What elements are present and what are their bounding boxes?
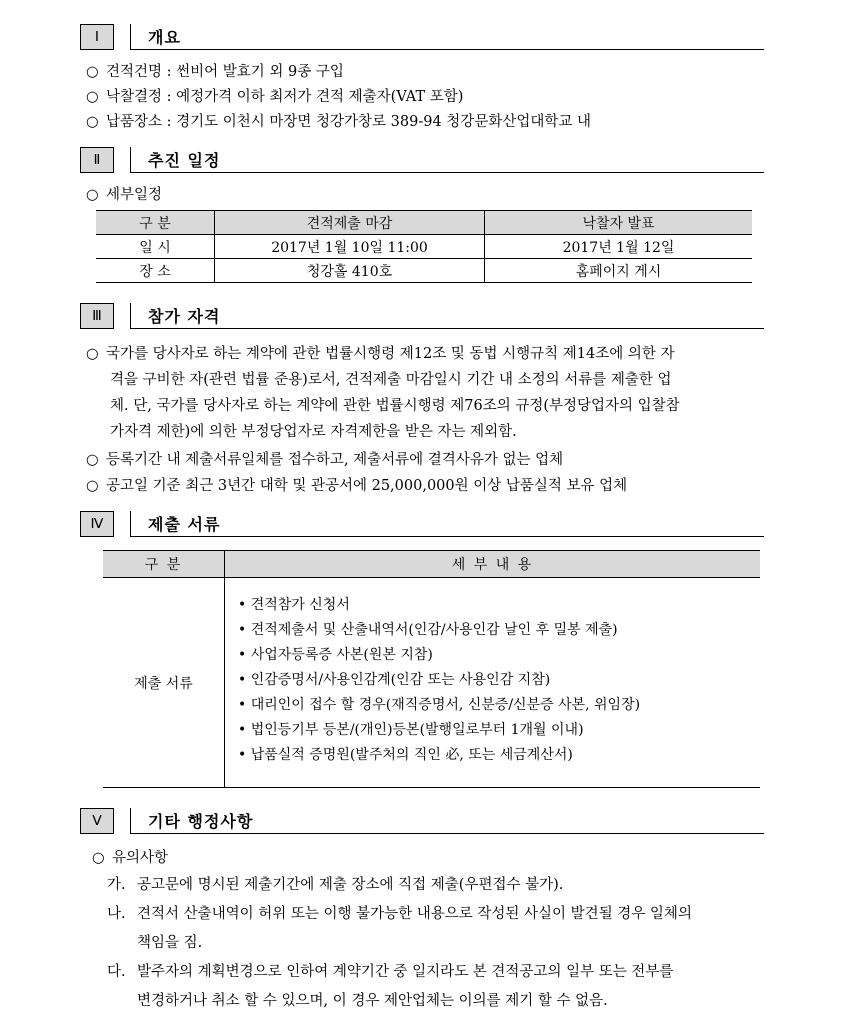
dot-bullet-icon: • bbox=[238, 622, 247, 638]
list-item bbox=[107, 871, 767, 900]
circle-bullet-icon: ○ bbox=[86, 478, 99, 494]
list-item-text: 공고문에 명시된 제출기간에 제출 장소에 직접 제출(우편접수 불가). bbox=[137, 877, 564, 893]
list-item bbox=[107, 900, 767, 929]
list-item-text: 발주자의 계획변경으로 인하여 계약기간 중 일지라도 본 견적공고의 일부 또는 전부를 bbox=[137, 964, 674, 980]
qualification-item bbox=[86, 448, 563, 469]
divider bbox=[130, 24, 131, 50]
rule bbox=[130, 833, 764, 834]
overview-text: 견적건명 : 썬비어 발효기 외 9종 구입 bbox=[106, 64, 344, 80]
list-item bbox=[238, 693, 640, 718]
subtitle-text: 유의사항 bbox=[112, 850, 169, 866]
section-4-header bbox=[80, 511, 764, 537]
section-title: 개요 bbox=[148, 28, 181, 47]
qualification-item bbox=[86, 474, 627, 495]
column-divider bbox=[224, 550, 225, 788]
schedule-table bbox=[96, 210, 752, 283]
table-header-cell: 구 분 bbox=[144, 557, 183, 573]
paragraph-line: 공고일 기준 최근 3년간 대학 및 관공서에 25,000,000원 이상 납품실적 보유 업체 bbox=[106, 478, 628, 494]
section-title: 기타 행정사항 bbox=[148, 812, 254, 831]
subtitle-text: 세부일정 bbox=[106, 187, 163, 203]
table-cell: 2017년 1월 12일 bbox=[485, 235, 753, 259]
table-cell: 청강홀 410호 bbox=[215, 259, 485, 283]
list-item bbox=[238, 718, 640, 743]
list-mark: 가. bbox=[107, 877, 126, 893]
list-item-text: 책임을 짐. bbox=[137, 935, 203, 951]
section-title: 추진 일정 bbox=[148, 151, 221, 170]
list-item-text: 대리인이 접수 할 경우(재직증명서, 신분증/신분증 사본, 위임장) bbox=[250, 697, 641, 713]
table-cell: 제출 서류 bbox=[134, 676, 193, 692]
table-cell: 일 시 bbox=[96, 235, 215, 259]
table-cell: 홈페이지 게시 bbox=[485, 259, 753, 283]
list-item bbox=[238, 668, 640, 693]
list-item-text: 납품실적 증명원(발주처의 직인 必, 또는 세금계산서) bbox=[250, 747, 573, 763]
dot-bullet-icon: • bbox=[238, 722, 247, 738]
list-item-text: 인감증명서/사용인감계(인감 또는 사용인감 지참) bbox=[250, 672, 551, 688]
list-mark: 나. bbox=[107, 906, 126, 922]
circle-bullet-icon: ○ bbox=[86, 452, 99, 468]
rule bbox=[130, 172, 764, 173]
list-item-text: 법인등기부 등본/(개인)등본(발행일로부터 1개월 이내) bbox=[250, 722, 584, 738]
overview-text: 낙찰결정 : 예정가격 이하 최저가 견적 제출자(VAT 포함) bbox=[106, 89, 464, 105]
divider bbox=[130, 303, 131, 329]
table-header-cell: 구 분 bbox=[96, 211, 215, 235]
divider bbox=[130, 511, 131, 537]
overview-item bbox=[86, 85, 463, 106]
table-cell: 장 소 bbox=[96, 259, 215, 283]
dot-bullet-icon: • bbox=[238, 747, 247, 763]
list-item bbox=[238, 618, 640, 643]
list-item-text: 사업자등록증 사본(원본 지참) bbox=[250, 647, 433, 663]
section-title: 제출 서류 bbox=[148, 515, 221, 534]
circle-bullet-icon: ○ bbox=[86, 187, 99, 203]
overview-text: 납품장소 : 경기도 이천시 마장면 청강가창로 389-94 청강문화산업대학교 내 bbox=[106, 114, 591, 130]
table-row bbox=[96, 259, 752, 283]
circle-bullet-icon: ○ bbox=[86, 346, 99, 362]
list-mark: 다. bbox=[107, 964, 126, 980]
list-item-text: 견적참가 신청서 bbox=[250, 597, 350, 613]
rule bbox=[130, 536, 764, 537]
dot-bullet-icon: • bbox=[238, 597, 247, 613]
circle-bullet-icon: ○ bbox=[86, 89, 99, 105]
documents-list bbox=[238, 593, 640, 768]
list-item bbox=[238, 743, 640, 768]
divider bbox=[130, 147, 131, 173]
paragraph-line: 등록기간 내 제출서류일체를 접수하고, 제출서류에 결격사유가 없는 업체 bbox=[106, 452, 564, 468]
circle-bullet-icon: ○ bbox=[86, 114, 99, 130]
schedule-subtitle bbox=[86, 183, 162, 204]
table-bottom-rule bbox=[103, 787, 760, 788]
table-header-row bbox=[96, 211, 752, 235]
circle-bullet-icon: ○ bbox=[86, 64, 99, 80]
rule bbox=[130, 328, 764, 329]
list-item-text: 견적서 산출내역이 허위 또는 이행 불가능한 내용으로 작성된 사실이 발견될 경우 일체의 bbox=[137, 906, 692, 922]
paragraph-line: 국가를 당사자로 하는 계약에 관한 법률시행령 제12조 및 동법 시행규칙 제14조에 의한 자 bbox=[106, 346, 675, 362]
table-header-cell: 낙찰자 발표 bbox=[485, 211, 753, 235]
dot-bullet-icon: • bbox=[238, 647, 247, 663]
section-2-header bbox=[80, 147, 764, 173]
section-number: Ⅰ bbox=[80, 24, 114, 50]
list-item bbox=[238, 643, 640, 668]
section-title: 참가 자격 bbox=[148, 307, 221, 326]
table-header-cell: 세 부 내 용 bbox=[451, 557, 534, 573]
dot-bullet-icon: • bbox=[238, 672, 247, 688]
misc-list bbox=[107, 871, 767, 1016]
section-number: Ⅴ bbox=[80, 808, 114, 834]
misc-subtitle bbox=[92, 846, 168, 867]
dot-bullet-icon: • bbox=[238, 697, 247, 713]
table-cell: 2017년 1월 10일 11:00 bbox=[215, 235, 485, 259]
paragraph-line: 체. 단, 국가를 당사자로 하는 계약에 관한 법률시행령 제76조의 규정(부정당업자의 입찰참 bbox=[110, 398, 680, 414]
table-header-cell: 견적제출 마감 bbox=[215, 211, 485, 235]
qualification-paragraph bbox=[86, 341, 770, 445]
section-number: Ⅱ bbox=[80, 147, 114, 173]
section-1-header bbox=[80, 24, 764, 50]
section-5-header bbox=[80, 808, 764, 834]
paragraph-line: 격을 구비한 자(관련 법률 준용)로서, 견적제출 마감일시 기간 내 소정의 서류를 제출한 업 bbox=[110, 372, 672, 388]
list-item bbox=[238, 593, 640, 618]
overview-item bbox=[86, 110, 591, 131]
section-3-header bbox=[80, 303, 764, 329]
list-item-text: 견적제출서 및 산출내역서(인감/사용인감 날인 후 밀봉 제출) bbox=[250, 622, 618, 638]
section-number: Ⅳ bbox=[80, 511, 114, 537]
list-item-text: 변경하거나 취소 할 수 있으며, 이 경우 제안업체는 이의를 제기 할 수 없음. bbox=[137, 993, 608, 1009]
divider bbox=[130, 808, 131, 834]
rule bbox=[130, 49, 764, 50]
circle-bullet-icon: ○ bbox=[92, 850, 105, 866]
section-number: Ⅲ bbox=[80, 303, 114, 329]
list-item bbox=[107, 958, 767, 987]
overview-item bbox=[86, 60, 344, 81]
table-row bbox=[96, 235, 752, 259]
paragraph-line: 가자격 제한)에 의한 부정당업자로 자격제한을 받은 자는 제외함. bbox=[110, 424, 517, 440]
